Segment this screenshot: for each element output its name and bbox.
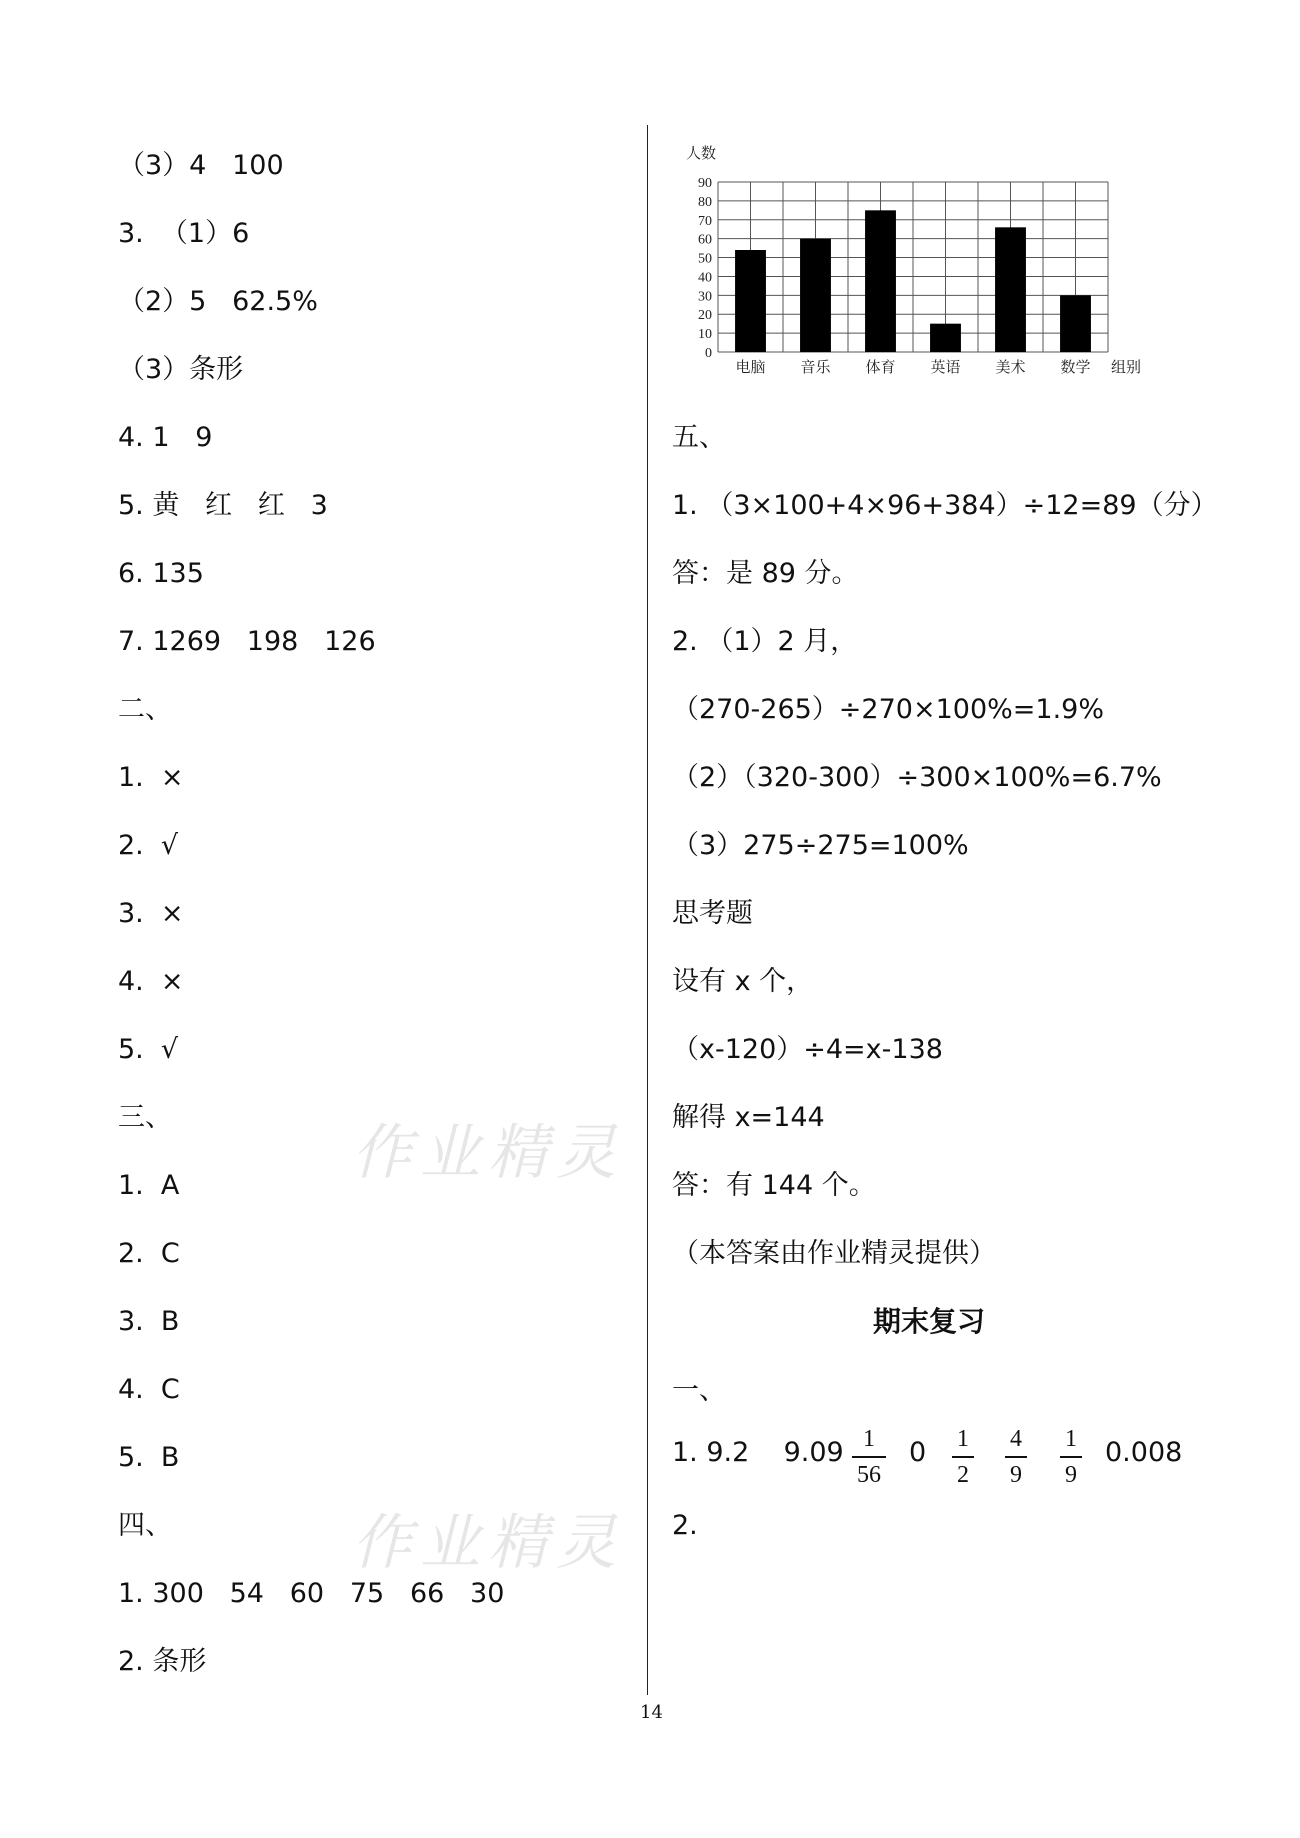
answer-line: 7. 1269 198 126 xyxy=(118,626,376,657)
answer-line: 5. 黄 红 红 3 xyxy=(118,490,328,521)
answer-line: 设有 x 个， xyxy=(672,966,814,997)
answer-line: 2. C xyxy=(118,1238,180,1269)
x-tick-label: 美术 xyxy=(995,358,1026,376)
y-tick-label: 90 xyxy=(698,176,712,191)
y-axis-label: 人数 xyxy=(686,144,717,162)
answer-line: 5. √ xyxy=(118,1034,179,1065)
final-q1-prefix: 1. 9.2 9.09 xyxy=(672,1437,844,1468)
answer-line: 五、 xyxy=(672,422,726,453)
final-heading: 一、 xyxy=(672,1375,726,1406)
y-tick-label: 50 xyxy=(698,251,712,267)
y-tick-label: 0 xyxy=(705,346,712,361)
y-tick-label: 40 xyxy=(698,270,712,286)
answer-line: （3）275÷275=100% xyxy=(672,830,969,861)
fraction-3: 4 9 xyxy=(1005,1425,1027,1489)
section-title: 期末复习 xyxy=(873,1305,986,1338)
fraction-1: 1 56 xyxy=(852,1425,886,1489)
answer-line: 1. × xyxy=(118,762,184,793)
answer-line: （3）条形 xyxy=(118,354,244,385)
answer-line: 1. 300 54 60 75 66 30 xyxy=(118,1578,505,1609)
watermark: 作业精灵 xyxy=(352,1508,624,1578)
y-tick-label: 10 xyxy=(698,327,712,343)
x-tick-label: 电脑 xyxy=(735,358,766,376)
answer-line: 4. C xyxy=(118,1374,180,1405)
answer-line: 三、 xyxy=(118,1102,172,1133)
answer-line: 4. 1 9 xyxy=(118,422,213,453)
answer-line: 2. （1）2 月， xyxy=(672,626,858,657)
column-divider xyxy=(647,125,648,1695)
bar xyxy=(995,227,1026,352)
final-last-value: 0.008 xyxy=(1105,1437,1183,1468)
answer-line: 6. 135 xyxy=(118,558,204,589)
answer-line: 3. B xyxy=(118,1306,180,1337)
bar xyxy=(865,210,896,352)
answer-line: （2）5 62.5% xyxy=(118,286,318,317)
answer-line: 答：是 89 分。 xyxy=(672,558,859,589)
answer-line: 答：有 144 个。 xyxy=(672,1170,876,1201)
y-tick-label: 60 xyxy=(698,232,712,248)
answer-line: （本答案由作业精灵提供） xyxy=(672,1238,996,1269)
bar-chart xyxy=(668,138,1168,388)
y-tick-label: 70 xyxy=(698,213,712,229)
answer-line: 思考题 xyxy=(672,898,753,929)
answer-line: 5. B xyxy=(118,1442,180,1473)
answer-line: 2. 条形 xyxy=(118,1646,207,1677)
bar xyxy=(735,250,766,352)
answer-line: 4. × xyxy=(118,966,184,997)
answer-line: 二、 xyxy=(118,694,172,725)
x-tick-label: 音乐 xyxy=(800,358,831,376)
x-tick-label: 体育 xyxy=(865,358,896,376)
bar xyxy=(1060,295,1091,352)
y-tick-label: 20 xyxy=(698,308,712,324)
watermark: 作业精灵 xyxy=(352,1118,624,1188)
fraction-2: 1 2 xyxy=(952,1425,974,1489)
final-zero: 0 xyxy=(909,1437,927,1468)
answer-line: 3. × xyxy=(118,898,184,929)
answer-line: （3）4 100 xyxy=(118,150,284,181)
answer-line: 1. （3×100+4×96+384）÷12=89（分） xyxy=(672,490,1218,521)
y-tick-label: 80 xyxy=(698,194,712,210)
answer-line: 2. √ xyxy=(118,830,179,861)
answer-line: 解得 x=144 xyxy=(672,1102,825,1133)
final-q2: 2. xyxy=(672,1510,698,1541)
answer-line: （270-265）÷270×100%=1.9% xyxy=(672,694,1104,725)
answer-line: （2）（320-300）÷300×100%=6.7% xyxy=(672,762,1162,793)
x-tick-label: 数学 xyxy=(1060,358,1091,376)
answer-line: 1. A xyxy=(118,1170,180,1201)
answer-line: 3. （1）6 xyxy=(118,218,250,249)
answer-line: 四、 xyxy=(118,1510,172,1541)
bar xyxy=(800,239,831,352)
x-tick-label: 英语 xyxy=(930,358,961,376)
bar xyxy=(930,324,961,352)
fraction-4: 1 9 xyxy=(1060,1425,1082,1489)
x-axis-label: 组别 xyxy=(1110,358,1142,376)
answer-line: （x-120）÷4=x-138 xyxy=(672,1034,943,1065)
page-number: 14 xyxy=(640,1702,663,1723)
y-tick-label: 30 xyxy=(698,289,712,305)
